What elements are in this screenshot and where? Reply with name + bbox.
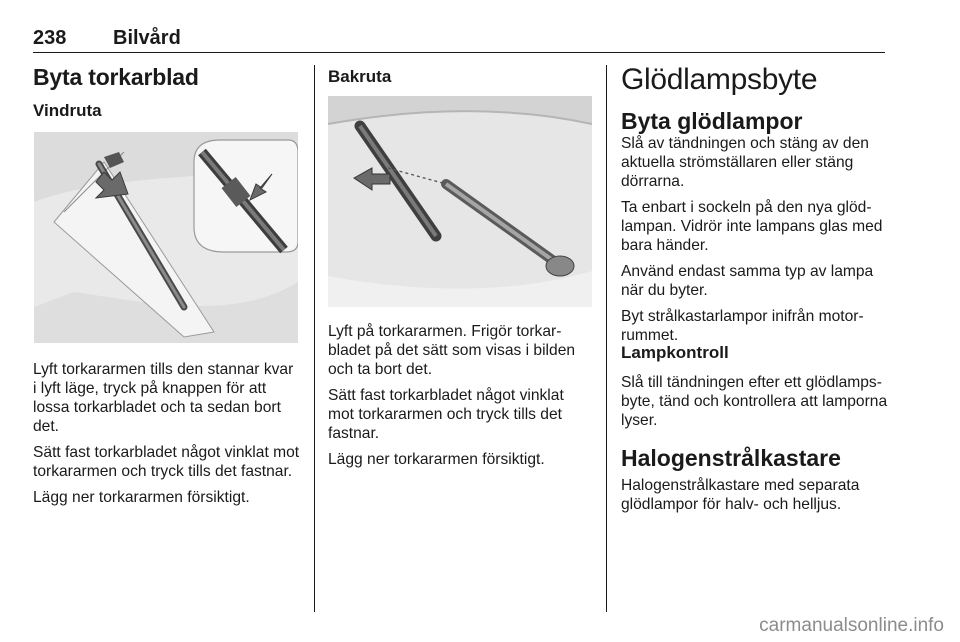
watermark: carmanualsonline.info [759, 615, 944, 636]
page-number: 238 [33, 27, 67, 49]
heading-bulb-replacement: Glödlampsbyte [621, 63, 818, 96]
col3-paragraph: Byt strålkastarlampor inifrån motorrummet. [621, 308, 864, 344]
subheading-rear-window: Bakruta [328, 67, 392, 86]
col3-body-1 [621, 134, 893, 352]
column-divider-2 [606, 65, 607, 612]
col2-paragraph: Sätt fast torkarbladet något vinklat mot torkararmen och tryck tills det fastnar. [328, 387, 564, 442]
header-rule [33, 52, 885, 53]
col1-paragraph: Sätt fast torkarbladet något vinklat mot torkararmen och tryck tills det fastnar. [33, 444, 300, 480]
col3-paragraph: Använd endast samma typ av lampa när du byter. [621, 263, 874, 299]
subheading-replace-bulbs: Byta glödlampor [621, 108, 803, 134]
col3-body-3 [621, 476, 893, 521]
windscreen-wiper-illustration [34, 132, 298, 343]
col2-paragraph: Lyft på torkararmen. Frigör torkarbladet på det sätt som visas i bilden och ta bort det. [328, 323, 576, 378]
col3-paragraph: Ta enbart i sockeln på den nya glödlampan. Vidrör inte lampans glas med bara händer. [621, 199, 883, 254]
subheading-halogen-headlamps: Halogenstrålkastare [621, 445, 841, 471]
col3-paragraph: Slå till tändningen efter ett glödlampsbyte, tänd och kontrollera att lamporna lyser. [621, 374, 888, 429]
col1-paragraph: Lyft torkararmen tills den stannar kvar i lyft läge, tryck på knappen för att lossa torkarbladet och ta sedan bort det. [33, 361, 294, 435]
col3-body-2 [621, 373, 893, 437]
column-divider-1 [314, 65, 315, 612]
heading-wiper-blades: Byta torkarblad [33, 64, 199, 90]
col3-paragraph: Slå av tändningen och stäng av den aktuella strömställaren eller stäng dörrarna. [621, 135, 869, 190]
rear-wiper-illustration [328, 96, 592, 307]
col1-paragraph: Lägg ner torkararmen försiktigt. [33, 489, 250, 506]
subheading-windscreen: Vindruta [33, 101, 102, 120]
col2-body [328, 322, 593, 476]
col2-paragraph: Lägg ner torkararmen försiktigt. [328, 451, 545, 468]
section-title: Bilvård [113, 27, 181, 49]
col1-body [33, 360, 301, 514]
subheading-lamp-check: Lampkontroll [621, 343, 729, 362]
col3-paragraph: Halogenstrålkastare med separata glödlampor för halv- och helljus. [621, 477, 860, 513]
